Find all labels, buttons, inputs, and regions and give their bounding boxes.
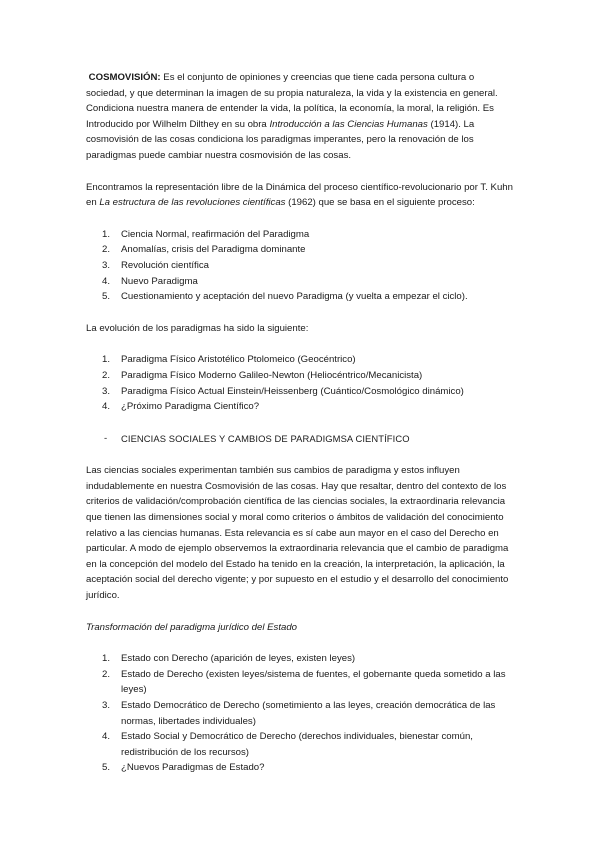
list-item — [86, 384, 516, 400]
list-number: 2. — [102, 369, 111, 381]
list-item — [86, 729, 516, 760]
list-text: Paradigma Físico Moderno Galileo-Newton (Heliocéntrico/Mecanicista) — [121, 369, 423, 381]
intro-text-1: Es el conjunto de opiniones y creencias que tiene cada persona cultura o sociedad, y que determinan la imagen de su propia naturaleza, la vida y la existencia en general. Condiciona nuestra manera de entender la vida, la política, la economía, la moral, la religión. Es Introducido por Wilhelm Dilthey en su obra — [86, 72, 498, 130]
evolution-intro: La evolución de los paradigmas ha sido la siguiente: — [86, 322, 309, 334]
list-number: 3. — [102, 385, 111, 397]
state-title — [86, 620, 516, 636]
list-text: Estado de Derecho (existen leyes/sistema de fuentes, el gobernante queda sometido a las leyes) — [121, 668, 506, 696]
list-text: Anomalías, crisis del Paradigma dominante — [121, 244, 306, 256]
intro-work-title: Introducción a las Ciencias Humanas — [269, 118, 428, 130]
list-text: Revolución científica — [121, 259, 209, 271]
list-number: 4. — [102, 275, 111, 287]
list-number: 2. — [102, 244, 111, 256]
section-heading — [86, 431, 516, 448]
heading-text: CIENCIAS SOCIALES Y CAMBIOS DE PARADIGMSA CIENTÍFICO — [121, 432, 410, 444]
kuhn-paragraph — [86, 180, 516, 211]
list-number: 3. — [102, 700, 111, 711]
list-text: ¿Nuevos Paradigmas de Estado? — [121, 762, 265, 774]
list-item — [86, 651, 516, 667]
list-text: Cuestionamiento y aceptación del nuevo Paradigma (y vuelta a empezar el ciclo). — [121, 291, 468, 303]
kuhn-text-1: Encontramos la representación libre de la Dinámica del proceso científico-revolucionario por T. Kuhn en — [86, 181, 513, 209]
state-title-text: Transformación del paradigma jurídico del Estado — [86, 621, 297, 633]
list-number: 1. — [102, 354, 111, 366]
list-item — [86, 399, 516, 415]
evolution-list — [86, 352, 516, 414]
state-list — [86, 651, 516, 776]
list-text: Paradigma Físico Aristotélico Ptolomeico (Geocéntrico) — [121, 354, 356, 366]
social-paragraph: Las ciencias sociales experimentan también sus cambios de paradigma y estos influyen indudablemente en nuestra Cosmovisión de las cosas. Hay que resaltar, dentro del contexto de los criterios de validación/comprobación científica de las ciencias sociales, la extraordinaria relevancia que tienen las dimensiones social y moral como criterios o ámbitos de validación del conocimiento relativo a las ciencias humanas. Esta relevancia es sí cabe aun mayor en el caso del Derecho en particular. A modo de ejemplo observemos la extraordinaria relevancia que el cambio de paradigma en la concepción del modelo del Estado ha tenido en la creación, la interpretación, la aplicación, la aceptación social del derecho vigente; y por supuesto en el estudio y el desarrollo del conocimiento jurídico. — [86, 465, 509, 602]
list-item — [86, 368, 516, 384]
list-item — [86, 242, 516, 258]
intro-text-2: (1914). La cosmovisión de las cosas condiciona los paradigmas imperantes, pero la renovación de los paradigmas puede cambiar nuestra cosmovisión de las cosas. — [86, 118, 475, 161]
list-number: 3. — [102, 259, 111, 271]
list-item — [86, 667, 516, 698]
list-text: Estado Social y Democrático de Derecho (derechos individuales, bienestar común, redistribución de los recursos) — [121, 731, 473, 758]
list-item — [86, 352, 516, 368]
list-number: 4. — [102, 401, 111, 413]
list-text: Estado Democrático de Derecho (sometimiento a las leyes, creación democrática de las normas, libertades individuales) — [121, 700, 496, 727]
list-number: 1. — [102, 653, 111, 665]
list-item — [86, 698, 516, 729]
list-number: 5. — [102, 291, 111, 303]
list-text: Paradigma Físico Actual Einstein/Heissenberg (Cuántico/Cosmológico dinámico) — [121, 385, 464, 397]
list-text: Ciencia Normal, reafirmación del Paradigma — [121, 228, 310, 240]
list-text: ¿Próximo Paradigma Científico? — [121, 401, 260, 413]
kuhn-text-2: (1962) que se basa en el siguiente proceso: — [285, 197, 475, 209]
list-text: Nuevo Paradigma — [121, 275, 198, 287]
list-text: Estado con Derecho (aparición de leyes, existen leyes) — [121, 653, 356, 665]
process-list — [86, 227, 516, 305]
list-item — [86, 289, 516, 305]
list-number: 2. — [102, 668, 111, 680]
intro-paragraph — [86, 70, 516, 164]
list-number: 4. — [102, 731, 111, 743]
list-item — [86, 760, 516, 776]
document-page — [86, 70, 516, 792]
list-number: 1. — [102, 228, 111, 240]
list-number: 5. — [102, 762, 111, 774]
intro-term: COSMOVISIÓN: — [88, 72, 161, 83]
list-item — [86, 258, 516, 274]
list-item — [86, 227, 516, 243]
list-item — [86, 274, 516, 290]
kuhn-work-title: La estructura de las revoluciones científicas — [99, 197, 286, 209]
heading-dash: - — [104, 432, 108, 444]
